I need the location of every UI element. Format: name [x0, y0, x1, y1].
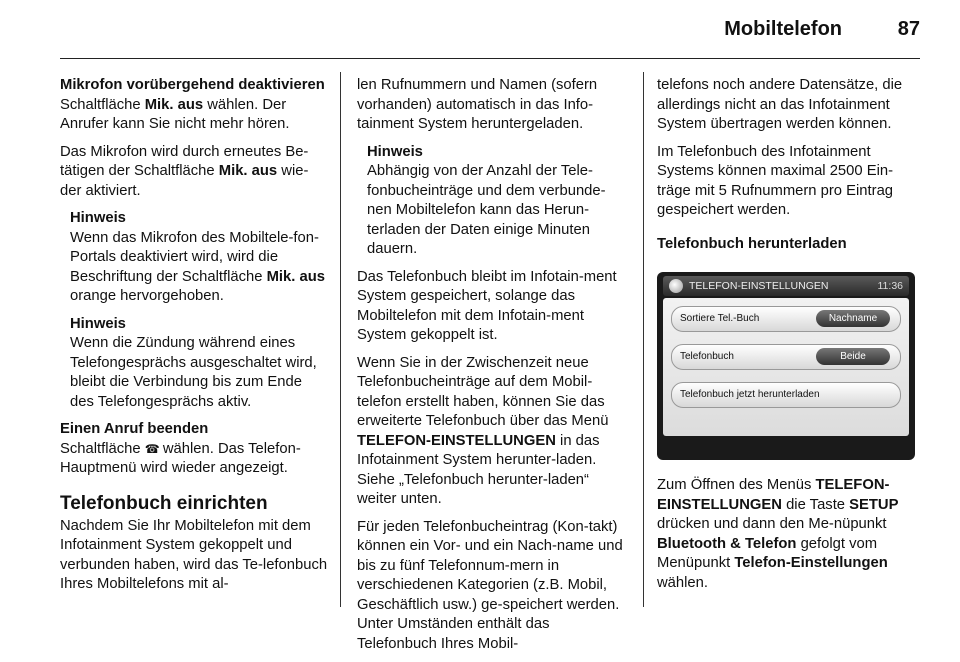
section-title: Telefonbuch einrichten	[60, 492, 268, 514]
screen-clock: 11:36	[877, 280, 903, 292]
paragraph: Wenn Sie in der Zwischenzeit neue Telefonbucheinträge auf dem Mobil-telefon erstellt haben, können Sie das erweiterte Telefonbuch über das Menü TELEFON-EINSTELLUNGEN in das Infotainment System herunter-laden. Siehe „Telefonbuch herunter-laden“ weiter unten.	[357, 354, 609, 507]
column-divider	[340, 72, 341, 607]
screen-menu	[663, 298, 909, 436]
settings-screen-image	[657, 272, 915, 460]
paragraph: Zum Öffnen des Menüs TELEFON-EINSTELLUNGEN die Taste SETUP drücken und dann den Me-nüpunkt Bluetooth & Telefon gefolgt vom Menüpunkt Telefon-Einstellungen wählen.	[657, 477, 899, 591]
column-2	[357, 76, 629, 662]
note-title: Hinweis	[70, 210, 126, 226]
subheading-end-call: Einen Anruf beenden	[60, 421, 209, 437]
header-rule	[60, 58, 920, 59]
page-title: Mobiltelefon	[724, 18, 842, 40]
column-divider	[643, 72, 644, 607]
sort-value: Nachname	[816, 310, 890, 327]
paragraph: Das Mikrofon wird durch erneutes Be-tätigen der Schaltfläche Mik. aus wie-der aktiviert.	[60, 143, 309, 199]
subheading-download: Telefonbuch herunterladen	[657, 235, 847, 252]
screen-title: TELEFON-EINSTELLUNGEN	[689, 280, 829, 292]
column-1	[60, 76, 328, 603]
paragraph: Schaltfläche Mik. aus wählen. Der Anrufer kann Sie nicht mehr hören.	[60, 96, 290, 132]
paragraph: telefons noch andere Datensätze, die allerdings nicht an das Infotainment System übertragen werden können.	[657, 77, 903, 132]
menu-row-sort: Sortiere Tel.-Buch Nachname	[671, 306, 901, 332]
paragraph: len Rufnummern und Namen (sofern vorhanden) automatisch in das Info-tainment System heruntergeladen.	[357, 77, 598, 132]
note-title: Hinweis	[367, 143, 423, 160]
note-title: Hinweis	[70, 315, 126, 332]
menu-row-download: Telefonbuch jetzt herunterladen	[671, 382, 901, 408]
note: Hinweis Wenn das Mikrofon des Mobiltele-fon-Portals deaktiviert wird, wird die Beschriftung der Schaltfläche Mik. aus orange hervorgehoben.	[70, 209, 328, 307]
phonebook-value: Beide	[816, 348, 890, 365]
paragraph: Schaltfläche ☎ wählen. Das Telefon-Hauptmenü wird wieder angezeigt.	[60, 440, 301, 476]
column-3	[657, 76, 923, 601]
page-header	[60, 18, 920, 50]
paragraph: Für jeden Telefonbucheintrag (Kon-takt) können ein Vor- und ein Nach-name und bis zu fünf Telefonnum-mern in verschiedenen Kategorien (z.B. Mobil, Geschäftlich usw.) ge-speichert werden. Unter Umständen enthält das Telefonbuch Ihres Mobil-	[357, 518, 623, 652]
screen-title-bar	[663, 276, 909, 296]
menu-row-phonebook: Telefonbuch Beide	[671, 344, 901, 370]
page-number: 87	[897, 18, 920, 40]
note: Hinweis Wenn die Zündung während eines Telefongesprächs ausgeschaltet wird, bleibt die Verbindung bis zum Ende des Telefongesprächs aktiv.	[70, 315, 328, 413]
paragraph: Im Telefonbuch des Infotainment Systems können maximal 2500 Ein-träge mit 5 Rufnummern pro Eintrag gespeichert werden.	[657, 143, 894, 218]
note: Hinweis Abhängig von der Anzahl der Tele-fonbucheinträge und dem verbunde-nen Mobiltelefon kann das Herun-terladen der Daten einige Minuten dauern.	[367, 143, 629, 260]
paragraph: Das Telefonbuch bleibt im Infotain-ment System gespeichert, solange das Mobiltelefon mit dem Infotain-ment System gekoppelt ist.	[357, 268, 617, 343]
paragraph: Nachdem Sie Ihr Mobiltelefon mit dem Infotainment System gekoppelt und verbunden haben, wird das Te-lefonbuch Ihres Mobiltelefons mit al-	[60, 517, 328, 592]
subheading-mic: Mikrofon vorübergehend deaktivieren	[60, 77, 325, 93]
hang-up-icon: ☎	[144, 441, 160, 456]
brand-logo-icon	[669, 279, 683, 293]
